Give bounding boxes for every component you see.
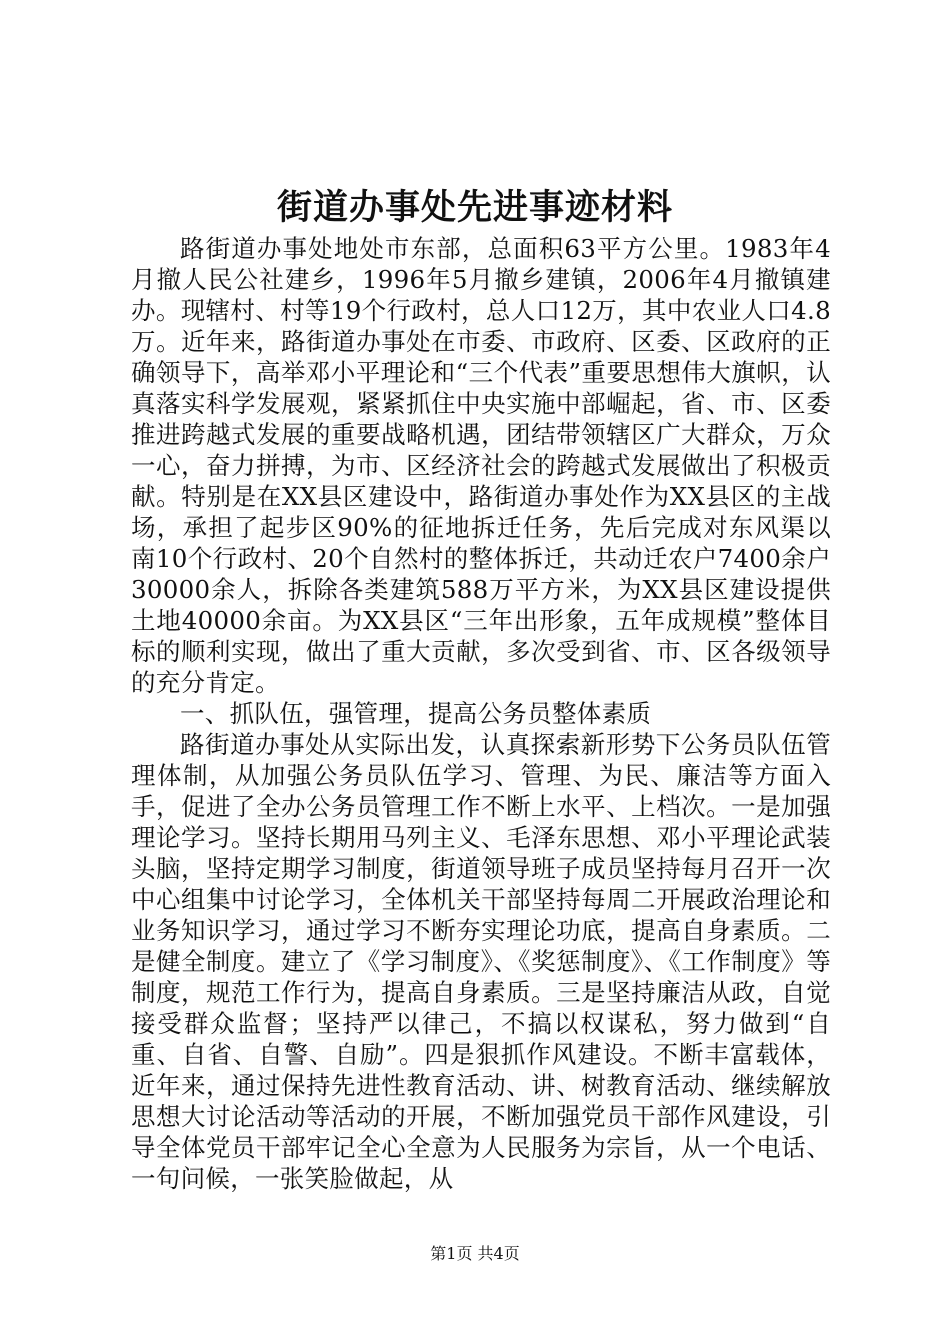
section-heading-1: 一、抓队伍，强管理，提高公务员整体素质 — [180, 699, 652, 728]
document-title: 街道办事处先进事迹材料 — [276, 187, 673, 228]
paragraph-section-1: 路街道办事处从实际出发，认真探索新形势下公务员队伍管理体制，从加强公务员队伍学习、管理、为民、廉洁等方面入手，促进了全办公务员管理工作不断上水平、上档次。一是加强理论学习。坚持长期用马列主义、毛泽东思想、邓小平理论武装头脑，坚持定期学习制度，街道领导班子成员坚持每月召开一次中心组集中讨论学习，全体机关干部坚持每周二开展政治理论和业务知识学习，通过学习不断夯实理论功底，提高自身素质。二是健全制度。建立了《学习制度》、《奖惩制度》、《工作制度》等制度，规范工作行为，提高自身素质。三是坚持廉洁从政，自觉接受群众监督；坚持严以律己，不搞以权谋私，努力做到“自重、自省、自警、自励”。四是狠抓作风建设。不断丰富载体，近年来，通过保持先进性教育活动、讲、树教育活动、继续解放思想大讨论活动等活动的开展，不断加强党员干部作风建设，引导全体党员干部牢记全心全意为人民服务为宗旨，从一个电话、一句问候，一张笑脸做起，从 — [131, 730, 831, 1193]
document-body — [131, 233, 831, 1194]
paragraph-intro: 路街道办事处地处市东部，总面积63平方公里。1983年4月撤人民公社建乡，1996年5月撤乡建镇，2006年4月撤镇建办。现辖村、村等19个行政村，总人口12万，其中农业人口4.8万。近年来，路街道办事处在市委、市政府、区委、区政府的正确领导下，高举邓小平理论和“三个代表”重要思想伟大旗帜，认真落实科学发展观，紧紧抓住中央实施中部崛起，省、市、区委推进跨越式发展的重要战略机遇，团结带领辖区广大群众，万众一心，奋力拼搏，为市、区经济社会的跨越式发展做出了积极贡献。特别是在XX县区建设中，路街道办事处作为XX县区的主战场，承担了起步区90%的征地拆迁任务，先后完成对东风渠以南10个行政村、20个自然村的整体拆迁，共动迁农户7400余户30000余人，拆除各类建筑588万平方米，为XX县区建设提供土地40000余亩。为XX县区“三年出形象，五年成规模”整体目标的顺利实现，做出了重大贡献，多次受到省、市、区各级领导的充分肯定。 — [131, 234, 831, 697]
page-number-footer: 第1页 共4页 — [430, 1244, 520, 1263]
